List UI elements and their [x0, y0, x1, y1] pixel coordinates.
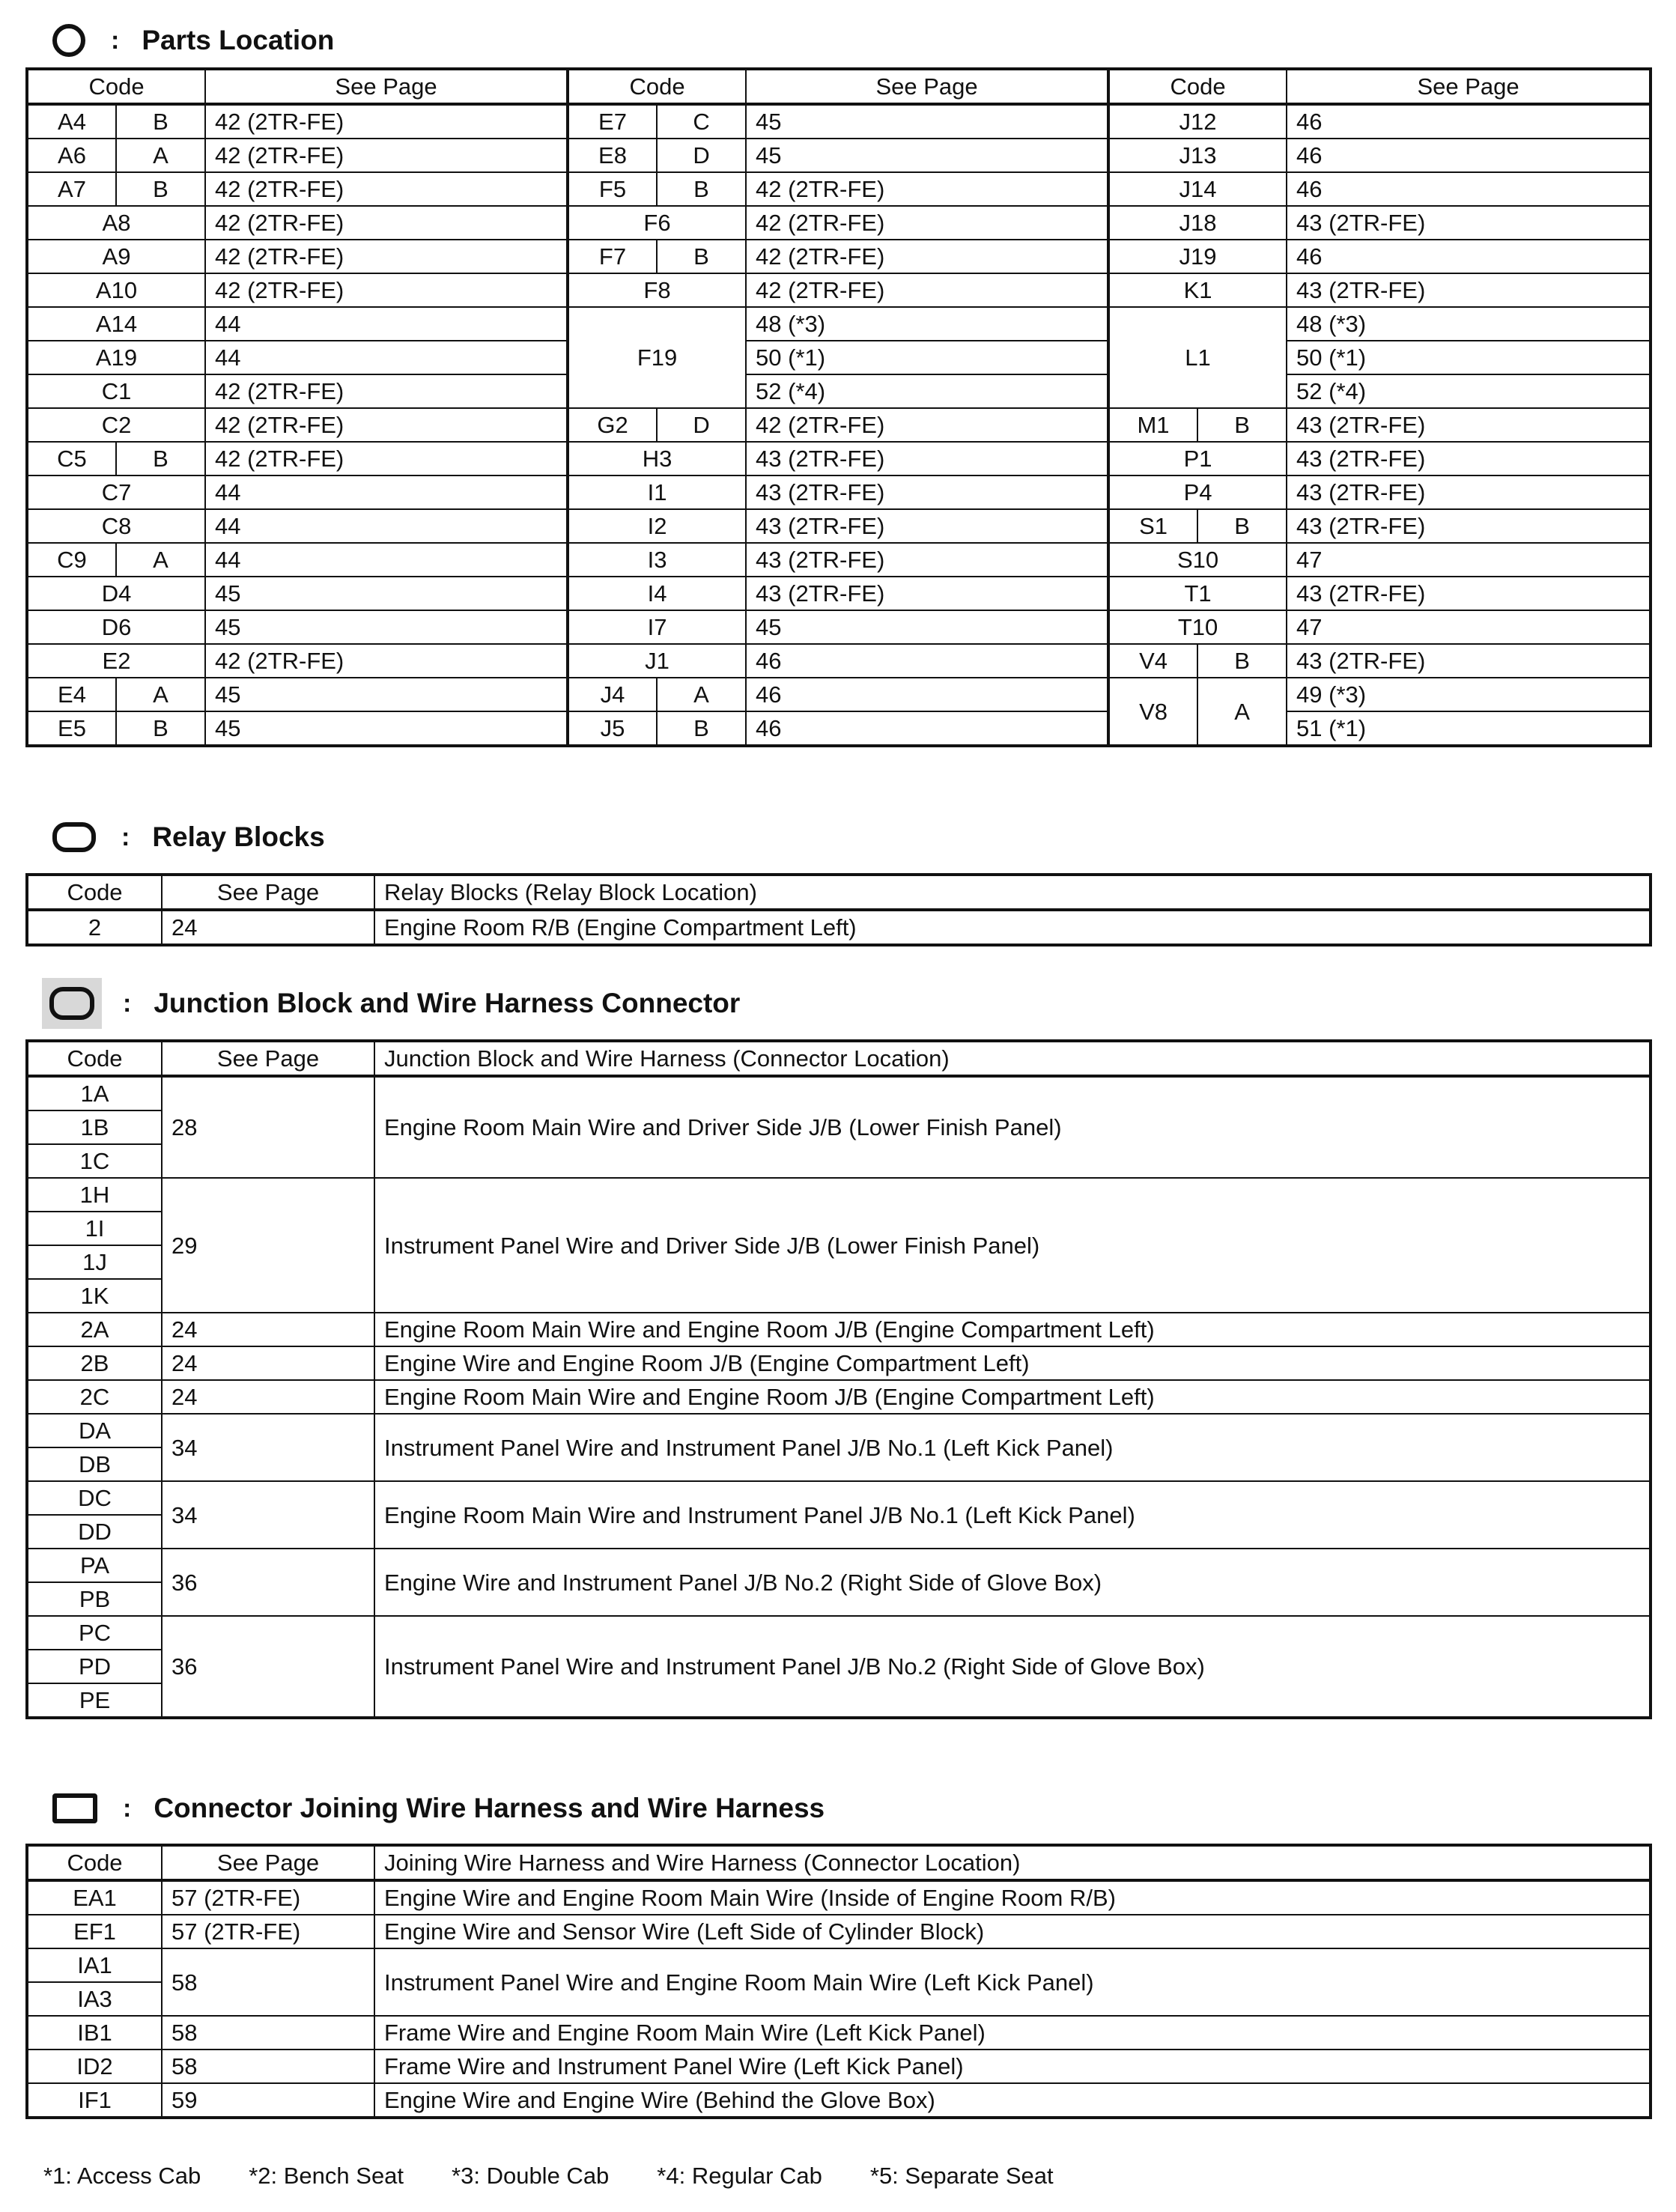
code-cell: S1 [1108, 509, 1197, 543]
header-see-page: See Page [162, 875, 374, 910]
code-cell: 1B [27, 1110, 162, 1144]
see-page-cell: 43 (2TR-FE) [1287, 206, 1651, 240]
see-page-cell: 46 [1287, 104, 1651, 139]
code-cell: IF1 [27, 2083, 162, 2118]
code-cell: 2B [27, 1346, 162, 1380]
table-row [27, 1414, 1651, 1447]
see-page-cell: 42 (2TR-FE) [205, 206, 568, 240]
code-cell: IA3 [27, 1982, 162, 2016]
code-sub-cell: B [1197, 408, 1287, 442]
description-cell: Engine Room Main Wire and Instrument Panel J/B No.1 (Left Kick Panel) [374, 1481, 1651, 1549]
connector-joining-heading [52, 1786, 825, 1831]
parts-location-table [25, 67, 1652, 747]
code-sub-cell: D [657, 139, 746, 172]
header-code: Code [568, 69, 746, 104]
see-page-cell: 42 (2TR-FE) [746, 408, 1108, 442]
see-page-cell: 24 [162, 1380, 374, 1414]
see-page-cell: 46 [1287, 240, 1651, 273]
code-sub-cell: B [116, 104, 205, 139]
section-title: Relay Blocks [152, 821, 325, 852]
footnote: *1: Access Cab [43, 2163, 201, 2189]
see-page-cell: 45 [746, 610, 1108, 644]
code-cell: PD [27, 1650, 162, 1683]
table-row [27, 1313, 1651, 1346]
header-code: Code [27, 1041, 162, 1076]
code-cell: E2 [27, 644, 205, 678]
see-page-cell: 44 [205, 509, 568, 543]
section-title: Connector Joining Wire Harness and Wire Harness [154, 1793, 825, 1823]
code-cell: M1 [1108, 408, 1197, 442]
table-row [27, 1178, 1651, 1212]
see-page-cell: 42 (2TR-FE) [205, 273, 568, 307]
code-sub-cell: C [657, 104, 746, 139]
see-page-cell: 43 (2TR-FE) [746, 442, 1108, 475]
see-page-cell: 24 [162, 1313, 374, 1346]
relay-blocks-table [25, 873, 1652, 947]
see-page-cell: 46 [1287, 172, 1651, 206]
table-row [27, 610, 1651, 644]
code-cell: A4 [27, 104, 116, 139]
shaded-rounded-rect-icon [42, 978, 102, 1029]
table-row [27, 711, 1651, 746]
header-description: Junction Block and Wire Harness (Connector Location) [374, 1041, 1651, 1076]
code-cell: PA [27, 1549, 162, 1582]
footnote: *4: Regular Cab [657, 2163, 822, 2189]
see-page-cell: 44 [205, 475, 568, 509]
table-row [27, 475, 1651, 509]
connector-joining-table [25, 1844, 1652, 2119]
table-row [27, 273, 1651, 307]
table-row [27, 2083, 1651, 2118]
see-page-cell: 59 [162, 2083, 374, 2118]
see-page-cell: 42 (2TR-FE) [205, 408, 568, 442]
circle-icon [52, 24, 85, 57]
code-cell: I3 [568, 543, 746, 577]
table-row [27, 678, 1651, 711]
code-cell: J18 [1108, 206, 1287, 240]
code-sub-cell: B [116, 172, 205, 206]
description-cell: Engine Wire and Engine Room Main Wire (Inside of Engine Room R/B) [374, 1880, 1651, 1915]
code-cell: E4 [27, 678, 116, 711]
table-header-row [27, 69, 1651, 104]
description-cell: Engine Room R/B (Engine Compartment Left) [374, 910, 1651, 945]
header-description: Joining Wire Harness and Wire Harness (Connector Location) [374, 1845, 1651, 1880]
code-cell: J19 [1108, 240, 1287, 273]
heading-colon: : [123, 988, 132, 1018]
see-page-cell: 46 [1287, 139, 1651, 172]
code-cell: E7 [568, 104, 657, 139]
code-cell: J14 [1108, 172, 1287, 206]
see-page-cell: 34 [162, 1414, 374, 1481]
see-page-cell: 42 (2TR-FE) [205, 240, 568, 273]
header-see-page: See Page [746, 69, 1108, 104]
code-cell: EA1 [27, 1880, 162, 1915]
header-see-page: See Page [162, 1041, 374, 1076]
description-cell: Instrument Panel Wire and Instrument Panel J/B No.2 (Right Side of Glove Box) [374, 1616, 1651, 1718]
see-page-cell: 42 (2TR-FE) [746, 206, 1108, 240]
table-row [27, 2050, 1651, 2083]
see-page-cell: 46 [746, 644, 1108, 678]
see-page-cell: 42 (2TR-FE) [205, 442, 568, 475]
code-cell: C8 [27, 509, 205, 543]
see-page-cell: 58 [162, 1948, 374, 2016]
table-row [27, 1346, 1651, 1380]
table-row [27, 374, 1651, 408]
see-page-cell: 43 (2TR-FE) [746, 543, 1108, 577]
code-cell: K1 [1108, 273, 1287, 307]
see-page-cell: 44 [205, 307, 568, 341]
see-page-cell: 57 (2TR-FE) [162, 1880, 374, 1915]
code-cell: A19 [27, 341, 205, 374]
see-page-cell: 36 [162, 1616, 374, 1718]
table-row [27, 104, 1651, 139]
code-cell: IA1 [27, 1948, 162, 1982]
code-cell: A8 [27, 206, 205, 240]
code-cell: P4 [1108, 475, 1287, 509]
code-cell: F6 [568, 206, 746, 240]
see-page-cell: 43 (2TR-FE) [1287, 408, 1651, 442]
header-code: Code [27, 69, 205, 104]
code-sub-cell: B [657, 240, 746, 273]
see-page-cell: 42 (2TR-FE) [205, 374, 568, 408]
code-cell: J5 [568, 711, 657, 746]
see-page-cell: 43 (2TR-FE) [1287, 644, 1651, 678]
code-cell: 2C [27, 1380, 162, 1414]
code-sub-cell: B [116, 442, 205, 475]
header-code: Code [1108, 69, 1287, 104]
code-sub-cell: B [1197, 509, 1287, 543]
description-cell: Instrument Panel Wire and Engine Room Main Wire (Left Kick Panel) [374, 1948, 1651, 2016]
relay-blocks-heading [52, 815, 325, 860]
code-cell: DD [27, 1515, 162, 1549]
table-row [27, 1616, 1651, 1650]
parts-location-heading [52, 18, 334, 63]
description-cell: Frame Wire and Engine Room Main Wire (Left Kick Panel) [374, 2016, 1651, 2050]
code-cell: F7 [568, 240, 657, 273]
description-cell: Engine Wire and Engine Wire (Behind the Glove Box) [374, 2083, 1651, 2118]
see-page-cell: 51 (*1) [1287, 711, 1651, 746]
table-row [27, 1380, 1651, 1414]
see-page-cell: 36 [162, 1549, 374, 1616]
see-page-cell: 48 (*3) [746, 307, 1108, 341]
code-cell: V4 [1108, 644, 1197, 678]
code-sub-cell: B [657, 172, 746, 206]
code-cell: PB [27, 1582, 162, 1616]
table-row [27, 543, 1651, 577]
table-row [27, 1880, 1651, 1915]
rect-icon [52, 1793, 97, 1823]
code-cell: T10 [1108, 610, 1287, 644]
table-row [27, 206, 1651, 240]
see-page-cell: 24 [162, 1346, 374, 1380]
code-cell: J1 [568, 644, 746, 678]
code-cell: H3 [568, 442, 746, 475]
junction-block-table [25, 1039, 1652, 1719]
code-cell: DB [27, 1447, 162, 1481]
code-cell: E5 [27, 711, 116, 746]
code-sub-cell: A [116, 543, 205, 577]
code-sub-cell: D [657, 408, 746, 442]
code-cell: I4 [568, 577, 746, 610]
see-page-cell: 42 (2TR-FE) [205, 139, 568, 172]
code-cell: PE [27, 1683, 162, 1718]
code-cell: 1H [27, 1178, 162, 1212]
code-cell: S10 [1108, 543, 1287, 577]
header-see-page: See Page [1287, 69, 1651, 104]
code-cell: J13 [1108, 139, 1287, 172]
see-page-cell: 42 (2TR-FE) [205, 644, 568, 678]
table-row [27, 1481, 1651, 1515]
table-header-row [27, 875, 1651, 910]
code-cell: 1A [27, 1076, 162, 1110]
code-cell: V8 [1108, 678, 1197, 746]
see-page-cell: 42 (2TR-FE) [746, 273, 1108, 307]
description-cell: Engine Room Main Wire and Engine Room J/B (Engine Compartment Left) [374, 1380, 1651, 1414]
see-page-cell: 42 (2TR-FE) [205, 172, 568, 206]
code-cell: D6 [27, 610, 205, 644]
see-page-cell: 47 [1287, 610, 1651, 644]
table-row [27, 1549, 1651, 1582]
see-page-cell: 45 [205, 610, 568, 644]
table-row [27, 509, 1651, 543]
heading-colon: : [121, 822, 130, 851]
header-code: Code [27, 1845, 162, 1880]
see-page-cell: 45 [205, 711, 568, 746]
code-cell: C7 [27, 475, 205, 509]
see-page-cell: 49 (*3) [1287, 678, 1651, 711]
code-cell: DC [27, 1481, 162, 1515]
code-cell: 1C [27, 1144, 162, 1178]
rounded-rect-icon [52, 822, 96, 852]
footnotes [43, 2163, 1054, 2190]
section-title: Junction Block and Wire Harness Connector [154, 988, 741, 1018]
table-row [27, 577, 1651, 610]
see-page-cell: 43 (2TR-FE) [746, 509, 1108, 543]
see-page-cell: 44 [205, 341, 568, 374]
code-cell: I2 [568, 509, 746, 543]
see-page-cell: 58 [162, 2016, 374, 2050]
table-row [27, 172, 1651, 206]
code-cell: J4 [568, 678, 657, 711]
code-cell: D4 [27, 577, 205, 610]
see-page-cell: 42 (2TR-FE) [746, 172, 1108, 206]
code-cell: I1 [568, 475, 746, 509]
see-page-cell: 24 [162, 910, 374, 945]
see-page-cell: 50 (*1) [746, 341, 1108, 374]
see-page-cell: 45 [205, 678, 568, 711]
code-cell: 2 [27, 910, 162, 945]
description-cell: Instrument Panel Wire and Driver Side J/B (Lower Finish Panel) [374, 1178, 1651, 1313]
header-code: Code [27, 875, 162, 910]
table-row [27, 408, 1651, 442]
code-cell: 2A [27, 1313, 162, 1346]
see-page-cell: 45 [746, 104, 1108, 139]
table-row [27, 307, 1651, 341]
code-cell: PC [27, 1616, 162, 1650]
code-cell: F19 [568, 307, 746, 408]
heading-colon: : [111, 25, 120, 55]
description-cell: Engine Room Main Wire and Engine Room J/B (Engine Compartment Left) [374, 1313, 1651, 1346]
code-cell: DA [27, 1414, 162, 1447]
code-cell: P1 [1108, 442, 1287, 475]
code-sub-cell: A [116, 139, 205, 172]
header-see-page: See Page [205, 69, 568, 104]
see-page-cell: 57 (2TR-FE) [162, 1915, 374, 1948]
code-sub-cell: B [116, 711, 205, 746]
see-page-cell: 45 [746, 139, 1108, 172]
code-cell: C9 [27, 543, 116, 577]
code-cell: EF1 [27, 1915, 162, 1948]
see-page-cell: 46 [746, 711, 1108, 746]
code-sub-cell: B [1197, 644, 1287, 678]
description-cell: Frame Wire and Instrument Panel Wire (Left Kick Panel) [374, 2050, 1651, 2083]
heading-colon: : [123, 1793, 132, 1823]
see-page-cell: 43 (2TR-FE) [1287, 475, 1651, 509]
see-page-cell: 43 (2TR-FE) [1287, 577, 1651, 610]
table-row [27, 442, 1651, 475]
see-page-cell: 42 (2TR-FE) [746, 240, 1108, 273]
see-page-cell: 43 (2TR-FE) [1287, 442, 1651, 475]
description-cell: Engine Wire and Engine Room J/B (Engine Compartment Left) [374, 1346, 1651, 1380]
code-cell: C1 [27, 374, 205, 408]
table-row [27, 1915, 1651, 1948]
footnote: *2: Bench Seat [249, 2163, 404, 2189]
header-see-page: See Page [162, 1845, 374, 1880]
code-cell: A7 [27, 172, 116, 206]
see-page-cell: 52 (*4) [1287, 374, 1651, 408]
code-cell: 1I [27, 1212, 162, 1245]
table-row [27, 644, 1651, 678]
section-title: Parts Location [142, 25, 335, 55]
code-cell: A9 [27, 240, 205, 273]
code-sub-cell: A [657, 678, 746, 711]
code-cell: G2 [568, 408, 657, 442]
see-page-cell: 43 (2TR-FE) [1287, 273, 1651, 307]
table-row [27, 2016, 1651, 2050]
code-sub-cell: B [657, 711, 746, 746]
code-cell: C5 [27, 442, 116, 475]
junction-block-heading [52, 981, 740, 1026]
see-page-cell: 45 [205, 577, 568, 610]
see-page-cell: 43 (2TR-FE) [746, 577, 1108, 610]
code-cell: 1J [27, 1245, 162, 1279]
code-cell: ID2 [27, 2050, 162, 2083]
footnote: *5: Separate Seat [869, 2163, 1054, 2189]
see-page-cell: 52 (*4) [746, 374, 1108, 408]
see-page-cell: 44 [205, 543, 568, 577]
table-header-row [27, 1845, 1651, 1880]
see-page-cell: 43 (2TR-FE) [746, 475, 1108, 509]
see-page-cell: 28 [162, 1076, 374, 1178]
code-cell: I7 [568, 610, 746, 644]
code-sub-cell: A [116, 678, 205, 711]
description-cell: Engine Wire and Sensor Wire (Left Side of Cylinder Block) [374, 1915, 1651, 1948]
see-page-cell: 58 [162, 2050, 374, 2083]
see-page-cell: 42 (2TR-FE) [205, 104, 568, 139]
table-header-row [27, 1041, 1651, 1076]
code-cell: J12 [1108, 104, 1287, 139]
code-cell: 1K [27, 1279, 162, 1313]
table-row [27, 1076, 1651, 1110]
code-cell: E8 [568, 139, 657, 172]
description-cell: Engine Room Main Wire and Driver Side J/B (Lower Finish Panel) [374, 1076, 1651, 1178]
see-page-cell: 48 (*3) [1287, 307, 1651, 341]
code-cell: F5 [568, 172, 657, 206]
table-row [27, 1948, 1651, 1982]
code-cell: A6 [27, 139, 116, 172]
description-cell: Engine Wire and Instrument Panel J/B No.2 (Right Side of Glove Box) [374, 1549, 1651, 1616]
see-page-cell: 43 (2TR-FE) [1287, 509, 1651, 543]
code-cell: T1 [1108, 577, 1287, 610]
see-page-cell: 34 [162, 1481, 374, 1549]
code-sub-cell: A [1197, 678, 1287, 746]
table-row [27, 341, 1651, 374]
see-page-cell: 50 (*1) [1287, 341, 1651, 374]
table-row [27, 910, 1651, 945]
code-cell: A14 [27, 307, 205, 341]
code-cell: A10 [27, 273, 205, 307]
table-row [27, 139, 1651, 172]
code-cell: C2 [27, 408, 205, 442]
description-cell: Instrument Panel Wire and Instrument Panel J/B No.1 (Left Kick Panel) [374, 1414, 1651, 1481]
see-page-cell: 46 [746, 678, 1108, 711]
see-page-cell: 47 [1287, 543, 1651, 577]
table-row [27, 240, 1651, 273]
see-page-cell: 29 [162, 1178, 374, 1313]
header-description: Relay Blocks (Relay Block Location) [374, 875, 1651, 910]
footnote: *3: Double Cab [452, 2163, 610, 2189]
code-cell: L1 [1108, 307, 1287, 408]
code-cell: IB1 [27, 2016, 162, 2050]
code-cell: F8 [568, 273, 746, 307]
